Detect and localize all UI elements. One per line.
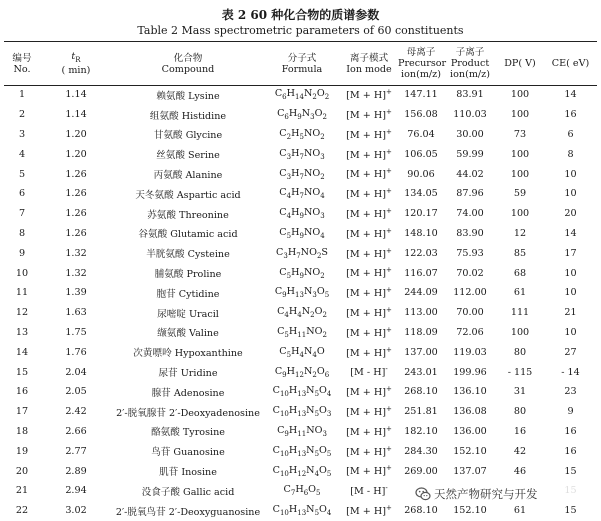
cell-ion-mode: [M + H]+ bbox=[346, 464, 392, 478]
table-row bbox=[4, 382, 597, 402]
cell-compound: 胞苷 Cytidine bbox=[156, 288, 220, 300]
cell-no: 4 bbox=[18, 148, 26, 160]
cell-formula: $C_4H_9NO_3$ bbox=[279, 207, 325, 221]
cell-tr: 1.76 bbox=[65, 346, 87, 358]
cell-no: 12 bbox=[15, 307, 29, 319]
header-compound: 化合物 Compound bbox=[161, 52, 215, 75]
cell-formula: $C_5H_{11}NO_2$ bbox=[277, 326, 327, 339]
cell-product: 72.06 bbox=[456, 326, 484, 338]
cell-dp: 80 bbox=[513, 346, 527, 358]
cell-ce: 21 bbox=[564, 307, 577, 319]
cell-precursor: 268.10 bbox=[404, 505, 438, 517]
cell-compound: 脯氨酸 Proline bbox=[154, 269, 222, 281]
cell-precursor: 148.10 bbox=[404, 227, 438, 239]
cell-dp: 46 bbox=[513, 465, 527, 477]
cell-formula: $C_5H_9NO_2$ bbox=[279, 266, 325, 280]
header-no: 编号 No. bbox=[12, 52, 32, 75]
cell-dp: 68 bbox=[513, 267, 527, 279]
cell-tr: 1.63 bbox=[65, 307, 87, 319]
cell-product: 74.00 bbox=[456, 208, 484, 220]
cell-product: 87.96 bbox=[456, 188, 484, 200]
table-row bbox=[4, 441, 597, 461]
cell-ion-mode: [M - H]- bbox=[350, 365, 388, 379]
cell-dp: 100 bbox=[510, 148, 530, 160]
cell-precursor: 156.08 bbox=[404, 109, 438, 121]
cell-dp: 59 bbox=[513, 188, 527, 200]
cell-ce: 6 bbox=[567, 128, 574, 140]
table-row bbox=[4, 224, 597, 244]
cell-dp: 100 bbox=[510, 89, 530, 101]
cell-ion-mode: [M + H]+ bbox=[346, 325, 392, 340]
cell-formula: $C_5H_9NO_4$ bbox=[279, 227, 325, 240]
cell-ion-mode: [M - H]- bbox=[350, 484, 388, 498]
cell-ion-mode: [M + H]+ bbox=[346, 207, 392, 221]
cell-tr: 1.14 bbox=[65, 109, 87, 121]
cell-compound: 酪氨酸 Tyrosine bbox=[151, 427, 225, 439]
cell-compound: 丝氨酸 Serine bbox=[156, 150, 220, 162]
cell-no: 18 bbox=[15, 425, 29, 437]
cell-ce: 14 bbox=[564, 89, 577, 101]
cell-precursor: 268.10 bbox=[404, 386, 438, 398]
cell-ce: 14 bbox=[564, 227, 577, 239]
cell-dp: 31 bbox=[513, 386, 527, 398]
wechat-icon bbox=[415, 486, 431, 502]
cell-formula: $C_4H_4N_2O_2$ bbox=[277, 306, 327, 320]
cell-no: 15 bbox=[15, 366, 29, 378]
cell-compound: 丙氨酸 Alanine bbox=[153, 170, 223, 182]
cell-no: 22 bbox=[15, 505, 29, 517]
cell-compound: 赖氨酸 Lysine bbox=[156, 90, 220, 102]
header-product: 子离子 Product ion(m/z) bbox=[450, 47, 490, 80]
cell-compound: 鸟苷 Guanosine bbox=[151, 447, 225, 459]
cell-ion-mode: [M + H]+ bbox=[346, 266, 392, 280]
cell-no: 9 bbox=[18, 247, 26, 259]
cell-no: 11 bbox=[15, 287, 29, 299]
table-row bbox=[4, 85, 597, 105]
watermark bbox=[415, 484, 595, 504]
cell-formula: $C_6H_9N_3O_2$ bbox=[277, 108, 327, 122]
cell-dp: 100 bbox=[510, 208, 530, 220]
header-ion-mode: 离子模式 Ion mode bbox=[346, 52, 392, 75]
cell-no: 3 bbox=[18, 128, 26, 140]
cell-tr: 2.05 bbox=[65, 386, 87, 398]
cell-compound: 尿苷 Uridine bbox=[158, 368, 218, 380]
cell-ion-mode: [M + H]+ bbox=[346, 226, 392, 241]
cell-no: 14 bbox=[15, 346, 29, 358]
cell-no: 2 bbox=[18, 109, 26, 121]
cell-precursor: 243.01 bbox=[404, 366, 438, 378]
cell-product: 83.90 bbox=[456, 227, 484, 239]
cell-product: 70.02 bbox=[456, 267, 484, 279]
header-dp: DP( V) bbox=[504, 58, 536, 69]
cell-no: 19 bbox=[15, 445, 29, 457]
cell-formula: $C_{10}H_{13}N_5O_5$ bbox=[272, 444, 332, 458]
cell-formula: $C_3H_7NO_3$ bbox=[279, 147, 325, 161]
cell-product: 137.07 bbox=[453, 465, 487, 477]
cell-compound: 次黄嘌呤 Hypoxanthine bbox=[133, 348, 243, 360]
cell-compound: 组氨酸 Histidine bbox=[149, 110, 227, 122]
cell-tr: 1.20 bbox=[65, 128, 87, 140]
cell-product: 59.99 bbox=[456, 148, 484, 160]
cell-formula: $C_{10}H_{13}N_5O_4$ bbox=[272, 504, 332, 518]
cell-tr: 2.66 bbox=[65, 425, 87, 437]
table-body bbox=[4, 85, 597, 521]
cell-formula: $C_9H_{11}NO_3$ bbox=[277, 424, 327, 438]
cell-ion-mode: [M + H]+ bbox=[346, 108, 392, 122]
cell-no: 7 bbox=[18, 208, 26, 220]
cell-precursor: 118.09 bbox=[404, 326, 438, 338]
cell-product: 152.10 bbox=[453, 505, 487, 517]
cell-dp: 61 bbox=[513, 287, 527, 299]
cell-precursor: 76.04 bbox=[407, 128, 435, 140]
cell-ion-mode: [M + H]+ bbox=[346, 444, 392, 458]
cell-ce: 10 bbox=[564, 287, 577, 299]
cell-tr: 1.75 bbox=[65, 326, 87, 338]
cell-tr: 2.94 bbox=[65, 485, 87, 497]
table-row bbox=[4, 283, 597, 303]
cell-ce: 8 bbox=[567, 148, 574, 160]
cell-product: 136.00 bbox=[453, 425, 487, 437]
cell-ion-mode: [M + H]+ bbox=[346, 385, 392, 399]
cell-formula: $C_9H_{13}N_3O_5$ bbox=[274, 286, 330, 300]
cell-tr: 1.26 bbox=[65, 188, 87, 200]
cell-dp: 73 bbox=[513, 128, 527, 140]
cell-product: 199.96 bbox=[453, 366, 487, 378]
cell-ion-mode: [M + H]+ bbox=[346, 306, 392, 320]
cell-ce: 20 bbox=[564, 208, 577, 220]
cell-dp: - 115 bbox=[507, 366, 533, 378]
cell-ce: 15 bbox=[564, 465, 577, 477]
cell-ce: 10 bbox=[564, 168, 577, 180]
cell-ce: 16 bbox=[564, 109, 577, 121]
cell-precursor: 116.07 bbox=[404, 267, 438, 279]
table-row bbox=[4, 461, 597, 481]
cell-product: 70.00 bbox=[456, 307, 484, 319]
watermark-text: 天然产物研究与开发 bbox=[434, 487, 538, 501]
cell-dp: 100 bbox=[510, 326, 530, 338]
mass-spec-table bbox=[4, 42, 597, 521]
cell-dp: 85 bbox=[513, 247, 527, 259]
cell-dp: 80 bbox=[513, 406, 527, 418]
cell-no: 10 bbox=[15, 267, 29, 279]
cell-tr: 3.02 bbox=[65, 505, 87, 517]
cell-ion-mode: [M + H]+ bbox=[346, 167, 392, 181]
cell-ce: 15 bbox=[564, 505, 577, 517]
cell-compound: 腺苷 Adenosine bbox=[151, 387, 225, 399]
cell-tr: 1.26 bbox=[65, 208, 87, 220]
cell-ce: - 14 bbox=[561, 366, 580, 378]
cell-ce: 10 bbox=[564, 267, 577, 279]
cell-product: 75.93 bbox=[456, 247, 484, 259]
cell-product: 83.91 bbox=[456, 89, 484, 101]
cell-tr: 2.42 bbox=[65, 406, 87, 418]
cell-precursor: 113.00 bbox=[404, 307, 438, 319]
cell-dp: 111 bbox=[510, 307, 530, 319]
cell-precursor: 106.05 bbox=[404, 148, 438, 160]
cell-dp: 12 bbox=[513, 227, 527, 239]
cell-formula: $C_9H_{12}N_2O_6$ bbox=[274, 365, 330, 379]
cell-precursor: 269.00 bbox=[404, 465, 438, 477]
cell-formula: $C_3H_7NO_2$ bbox=[279, 167, 325, 181]
table-row bbox=[4, 323, 597, 343]
cell-formula: $C_{10}H_{12}N_4O_5$ bbox=[272, 464, 332, 478]
cell-ion-mode: [M + H]+ bbox=[346, 345, 392, 359]
cell-no: 20 bbox=[15, 465, 29, 477]
header-formula: 分子式 Formula bbox=[281, 52, 323, 75]
cell-tr: 1.20 bbox=[65, 148, 87, 160]
cell-compound: 谷氨酸 Glutamic acid bbox=[138, 229, 238, 241]
cell-precursor: 90.06 bbox=[407, 168, 435, 180]
cell-no: 17 bbox=[15, 406, 29, 418]
cell-ce: 10 bbox=[564, 188, 577, 200]
table-row bbox=[4, 184, 597, 204]
cell-product: 136.10 bbox=[453, 386, 487, 398]
cell-precursor: 182.10 bbox=[404, 425, 438, 437]
cell-no: 5 bbox=[18, 168, 26, 180]
header-tr: $t_R$ ( min) bbox=[61, 50, 91, 77]
cell-precursor: 120.17 bbox=[404, 208, 438, 220]
cell-tr: 1.39 bbox=[65, 287, 87, 299]
cell-formula: $C_7H_6O_5$ bbox=[283, 484, 321, 498]
cell-no: 8 bbox=[18, 227, 26, 239]
header-ce: CE( eV) bbox=[551, 58, 590, 69]
cell-tr: 1.14 bbox=[65, 89, 87, 101]
cell-dp: 42 bbox=[513, 445, 527, 457]
table-row bbox=[4, 303, 597, 323]
header-row bbox=[4, 42, 597, 85]
cell-no: 6 bbox=[18, 188, 26, 200]
cell-no: 21 bbox=[15, 485, 29, 497]
cell-ion-mode: [M + H]+ bbox=[346, 147, 392, 161]
cell-precursor: 137.00 bbox=[404, 346, 438, 358]
cell-ion-mode: [M + H]+ bbox=[346, 246, 392, 260]
cell-tr: 1.32 bbox=[65, 267, 87, 279]
table-title-zh: 表 2 60 种化合物的质谱参数 bbox=[221, 8, 380, 22]
table-row bbox=[4, 422, 597, 442]
header-precursor: 母离子 Precursor ion(m/z) bbox=[398, 47, 447, 80]
cell-formula: $C_5H_4N_4O$ bbox=[279, 345, 325, 359]
cell-tr: 1.26 bbox=[65, 168, 87, 180]
cell-ce: 16 bbox=[564, 445, 577, 457]
cell-precursor: 284.30 bbox=[404, 445, 438, 457]
cell-no: 16 bbox=[15, 386, 29, 398]
cell-ce: 9 bbox=[567, 406, 574, 418]
cell-product: 136.08 bbox=[453, 406, 487, 418]
cell-precursor: 251.81 bbox=[404, 406, 438, 418]
cell-precursor: 147.11 bbox=[404, 89, 438, 101]
cell-dp: 100 bbox=[510, 168, 530, 180]
cell-ce: 17 bbox=[564, 247, 577, 259]
cell-dp: 61 bbox=[513, 505, 527, 517]
cell-precursor: 244.09 bbox=[404, 287, 438, 299]
cell-product: 112.00 bbox=[453, 287, 487, 299]
cell-product: 119.03 bbox=[453, 346, 487, 358]
cell-compound: 2′-脱氧鸟苷 2′-Deoxyguanosine bbox=[115, 506, 261, 518]
table-row bbox=[4, 164, 597, 184]
table-row bbox=[4, 125, 597, 145]
cell-tr: 2.89 bbox=[65, 465, 87, 477]
cell-ion-mode: [M + H]+ bbox=[346, 127, 392, 142]
cell-dp: 100 bbox=[510, 109, 530, 121]
table-row bbox=[4, 362, 597, 382]
cell-ion-mode: [M + H]+ bbox=[346, 504, 392, 518]
cell-precursor: 134.05 bbox=[404, 188, 438, 200]
cell-compound: 没食子酸 Gallic acid bbox=[141, 486, 235, 498]
cell-tr: 1.26 bbox=[65, 227, 87, 239]
cell-ce: 16 bbox=[564, 425, 577, 437]
cell-ion-mode: [M + H]+ bbox=[346, 405, 392, 419]
table-title-en: Table 2 Mass spectrometric parameters of 60 constituents bbox=[137, 24, 464, 37]
cell-ion-mode: [M + H]+ bbox=[346, 88, 392, 102]
cell-compound: 2′-脱氧腺苷 2′-Deoxyadenosine bbox=[116, 407, 260, 419]
cell-precursor: 122.03 bbox=[404, 247, 438, 259]
cell-ion-mode: [M + H]+ bbox=[346, 286, 392, 300]
cell-compound: 肌苷 Inosine bbox=[159, 467, 217, 479]
cell-dp: 16 bbox=[513, 425, 527, 437]
table-row bbox=[4, 263, 597, 283]
cell-product: 30.00 bbox=[456, 128, 484, 140]
cell-tr: 2.04 bbox=[65, 366, 87, 378]
cell-ce: 23 bbox=[564, 386, 577, 398]
cell-tr: 1.32 bbox=[65, 247, 87, 259]
cell-ce: 10 bbox=[564, 326, 577, 338]
cell-formula: $C_2H_5NO_2$ bbox=[279, 128, 325, 141]
cell-formula: $C_6H_{14}N_2O_2$ bbox=[274, 88, 330, 102]
cell-no: 13 bbox=[15, 326, 29, 338]
cell-product: 152.10 bbox=[453, 445, 487, 457]
cell-compound: 苏氨酸 Threonine bbox=[147, 209, 229, 221]
cell-compound: 甘氨酸 Glycine bbox=[153, 130, 223, 142]
cell-formula: $C_{10}H_{13}N_5O_4$ bbox=[272, 385, 332, 399]
cell-ion-mode: [M + H]+ bbox=[346, 424, 392, 439]
table-row bbox=[4, 402, 597, 422]
table-row bbox=[4, 342, 597, 362]
table-row bbox=[4, 243, 597, 263]
cell-product: 110.03 bbox=[453, 109, 487, 121]
cell-tr: 2.77 bbox=[65, 445, 87, 457]
cell-compound: 天冬氨酸 Aspartic acid bbox=[135, 189, 241, 201]
cell-compound: 尿嘧啶 Uracil bbox=[157, 308, 219, 320]
table-row bbox=[4, 105, 597, 125]
cell-compound: 半胱氨酸 Cysteine bbox=[146, 249, 230, 261]
cell-no: 1 bbox=[18, 89, 26, 101]
cell-formula: $C_3H_7NO_2S$ bbox=[276, 246, 328, 260]
cell-compound: 缬氨酸 Valine bbox=[157, 328, 219, 340]
cell-ion-mode: [M + H]+ bbox=[346, 187, 392, 201]
cell-product: 44.02 bbox=[456, 168, 484, 180]
cell-formula: $C_{10}H_{13}N_5O_3$ bbox=[272, 405, 332, 419]
cell-formula: $C_4H_7NO_4$ bbox=[279, 187, 325, 201]
table-row bbox=[4, 204, 597, 224]
table-row bbox=[4, 144, 597, 164]
cell-ce: 27 bbox=[564, 346, 577, 358]
